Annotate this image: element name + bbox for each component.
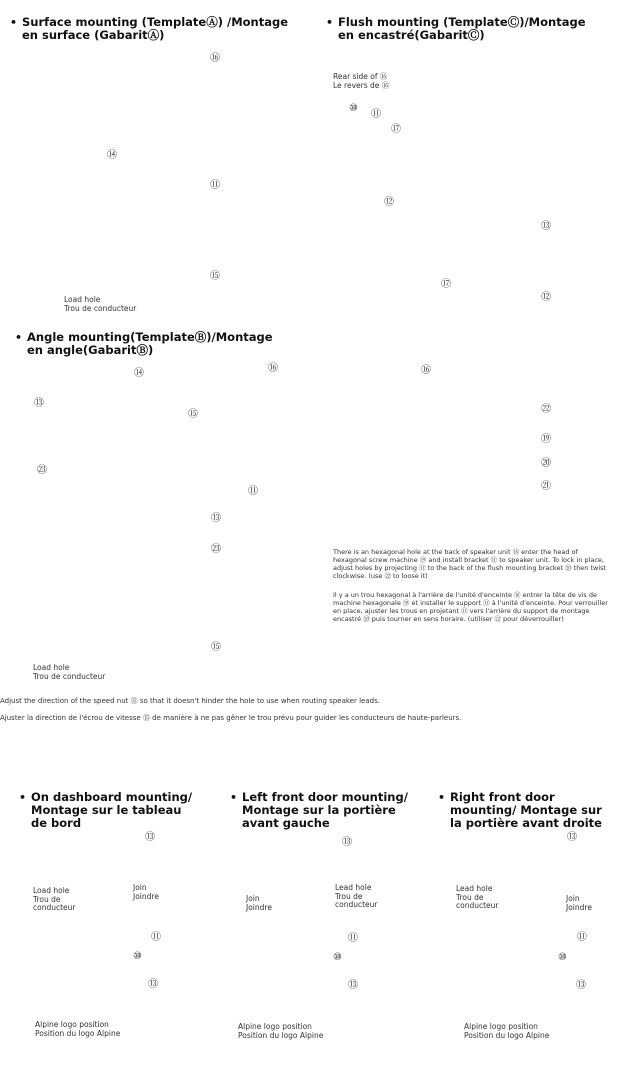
- callout-13: ⑬: [211, 513, 221, 524]
- bullet: •: [15, 331, 23, 344]
- callout-21: ㉑: [541, 481, 551, 492]
- callout-13: ⑬: [576, 980, 586, 991]
- callout-16: ⑯: [421, 365, 431, 376]
- right-door-join-label: Join Joindre: [566, 894, 592, 912]
- callout-12: ⑫: [541, 292, 551, 303]
- flush-mounting-heading: [326, 15, 600, 42]
- dashboard-mounting-heading: [19, 790, 196, 830]
- callout-13: ⑬: [145, 832, 155, 843]
- callout-13: ⑬: [342, 837, 352, 848]
- callout-13: ⑬: [567, 832, 577, 843]
- callout-15: ⑮: [211, 642, 221, 653]
- left-door-join-label: Join Joindre: [246, 894, 272, 912]
- callout-13: ⑬: [348, 980, 358, 991]
- left-door-mounting-title: Left front door mounting/ Montage sur la portière avant gauche: [242, 790, 408, 830]
- callout-15: ⑮: [188, 409, 198, 420]
- bullet: •: [438, 791, 446, 804]
- left-door-lead-hole-label: Lead hole Trou de conducteur: [335, 883, 378, 909]
- callout-19: ⑲: [541, 434, 551, 445]
- speed-nut-note-en: Adjust the direction of the speed nut ⑮ so that it doesn't hinder the hole to use when routing speaker leads.: [0, 697, 380, 705]
- hex-instructions-en: There is an hexagonal hole at the back of speaker unit ⑯ enter the head of hexagonal screw machine ⑲ and install bracket ⑪ to speaker unit. To lock in place, adjust holes by projecting ⑪ to the back of the flush mounting bracket ⑳ then twist clockwise. (use ㉒ to loose it): [333, 548, 607, 580]
- rear-side-label: Rear side of ⑯ Le revers de ⑯: [333, 72, 390, 90]
- callout-11: ⑪: [248, 486, 258, 497]
- flush-mounting-title: Flush mounting (TemplateⒸ)/Montage en encastré(GabaritⒸ): [338, 15, 586, 42]
- bullet: •: [230, 791, 238, 804]
- angle-load-hole-label: Load hole Trou de conducteur: [33, 663, 106, 681]
- bullet: •: [10, 16, 18, 29]
- callout-13: ⑬: [541, 221, 551, 232]
- callout-10: ⑩: [133, 951, 142, 962]
- callout-11: ⑪: [348, 933, 358, 944]
- callout-17: ⑰: [391, 124, 401, 135]
- dashboard-mounting-title: On dashboard mounting/ Montage sur le tableau de bord: [31, 790, 193, 830]
- bullet: •: [326, 16, 334, 29]
- speed-nut-note-fr: Ajuster la direction de l'écrou de vitesse ⑮ de manière à ne pas gêner le trou prévu pour guider les conducteurs de haute-parleurs.: [0, 714, 462, 722]
- surface-load-hole-label: Load hole Trou de conducteur: [64, 295, 137, 313]
- callout-10: ⑩: [349, 103, 358, 114]
- left-door-logo-label: Alpine logo position Position du logo Alpine: [238, 1022, 324, 1040]
- callout-23: ㉓: [211, 544, 221, 555]
- callout-11: ⑪: [210, 180, 220, 191]
- angle-mounting-heading: [15, 330, 289, 357]
- callout-16: ⑯: [268, 363, 278, 374]
- dashboard-logo-label: Alpine logo position Position du logo Alpine: [35, 1020, 121, 1038]
- callout-16: ⑯: [210, 53, 220, 64]
- callout-13: ⑬: [148, 979, 158, 990]
- callout-10: ⑩: [333, 952, 342, 963]
- surface-mounting-heading: [10, 15, 292, 42]
- callout-14: ⑭: [107, 150, 117, 161]
- callout-15: ⑮: [210, 271, 220, 282]
- hex-instructions-fr: Il y a un trou hexagonal à l'arrière de l'unité d'enceinte ⑯ entrer la tête de vis de machine hexagonale ⑲ et installer le support ⑪ à l'unité d'enceinte. Pour verrouiller en place, ajuster les trous en projetant ⑪ vers l'arrière du support de montage encastré ⑳ puis tourner en sens horaire. (utiliser ㉒ pour déverrouiller): [333, 591, 608, 623]
- dashboard-join-label: Join Joindre: [133, 883, 159, 901]
- right-door-mounting-heading: [438, 790, 616, 830]
- callout-12: ⑫: [384, 197, 394, 208]
- callout-22: ㉒: [541, 404, 551, 415]
- surface-mounting-title: Surface mounting (TemplateⒶ) /Montage en surface (GabaritⒶ): [22, 15, 289, 42]
- callout-14: ⑭: [134, 368, 144, 379]
- dashboard-load-hole-label: Load hole Trou de conducteur: [33, 886, 76, 912]
- right-door-mounting-title: Right front door mounting/ Montage sur la portière avant droite: [450, 790, 602, 830]
- angle-mounting-title: Angle mounting(TemplateⒷ)/Montage en angle(GabaritⒷ): [27, 330, 273, 357]
- callout-10: ⑩: [558, 952, 567, 963]
- callout-11: ⑪: [151, 932, 161, 943]
- right-door-lead-hole-label: Lead hole Trou de conducteur: [456, 884, 499, 910]
- bullet: •: [19, 791, 27, 804]
- left-door-mounting-heading: [230, 790, 417, 830]
- callout-20: ⑳: [541, 458, 551, 469]
- callout-23: ㉓: [37, 465, 47, 476]
- callout-13: ⑬: [34, 398, 44, 409]
- callout-11: ⑪: [577, 932, 587, 943]
- callout-11: ⑪: [371, 109, 381, 120]
- right-door-logo-label: Alpine logo position Position du logo Alpine: [464, 1022, 550, 1040]
- callout-17: ⑰: [441, 279, 451, 290]
